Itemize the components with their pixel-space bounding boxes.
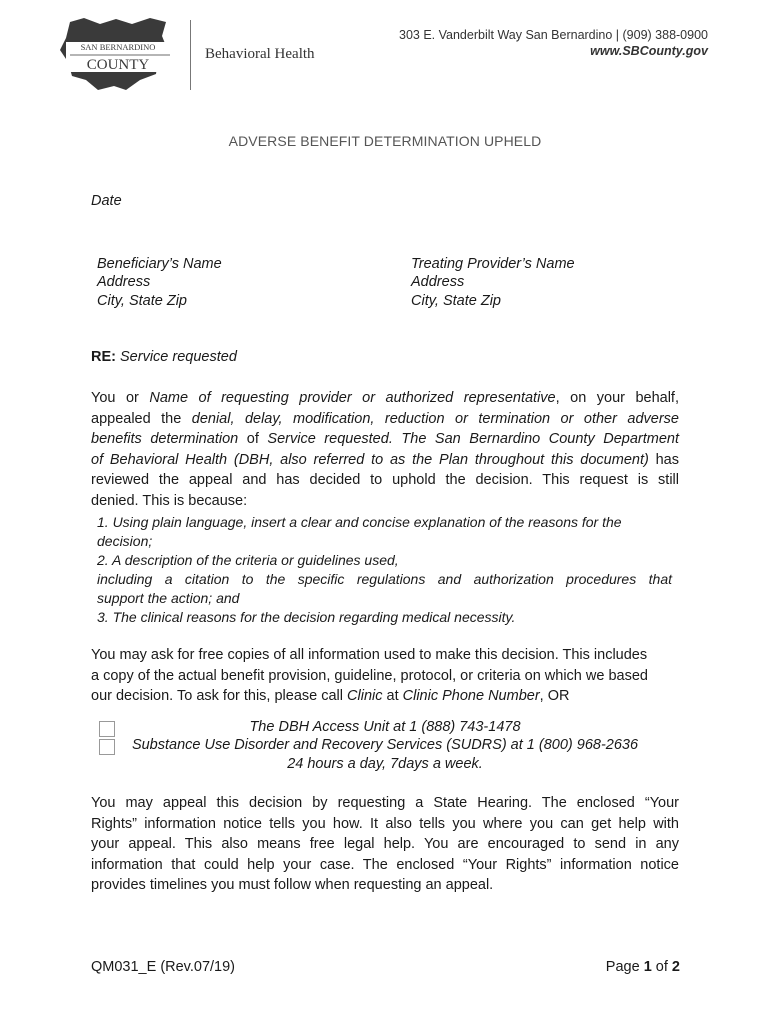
para1-line: denied. This is because: [91, 492, 248, 509]
document-title: ADVERSE BENEFIT DETERMINATION UPHELD [228, 133, 542, 149]
county-logo [54, 16, 180, 92]
re-line [91, 349, 237, 365]
department-name: Behavioral Health [205, 46, 315, 62]
contact-dbh-access: The DBH Access Unit at 1 (888) 743-1478 [249, 719, 521, 735]
paragraph-appeal-decision [91, 388, 679, 511]
date-field: Date [91, 193, 122, 209]
reason-item: including a citation to the specific regulations and authorization procedures that [97, 571, 672, 587]
re-label: RE: [91, 349, 116, 365]
re-value: Service requested [120, 349, 237, 365]
reason-item: 1. Using plain language, insert a clear and concise explanation of the reasons for the [97, 514, 622, 530]
reason-item: 3. The clinical reasons for the decision regarding medical necessity. [97, 609, 516, 625]
para3-line: Rights” information notice tells you how. It also tells you where you can get help with [91, 815, 679, 832]
logo-text-main: COUNTY [86, 57, 150, 73]
beneficiary-address-block [97, 255, 222, 310]
provider-name: Treating Provider’s Name [411, 256, 575, 272]
provider-city: City, State Zip [411, 292, 501, 309]
para2-line: a copy of the actual benefit provision, guideline, protocol, or criteria on which we based [91, 667, 648, 684]
para3-line: information that could help your case. The enclosed “Your Rights” information notice [91, 856, 679, 873]
header-divider [190, 20, 191, 90]
para2-line: our decision. To ask for this, please call Clinic at Clinic Phone Number, OR [91, 688, 570, 704]
logo-text-top: SAN BERNARDINO [80, 42, 156, 52]
para3-line: You may appeal this decision by requesting a State Hearing. The enclosed “Your [91, 795, 679, 811]
para3-line: provides timelines you must follow when requesting an appeal. [91, 877, 494, 893]
beneficiary-address: Address [97, 274, 151, 291]
reason-item: 2. A description of the criteria or guidelines used, [97, 552, 399, 568]
contact-sudrs: Substance Use Disorder and Recovery Services (SUDRS) at 1 (800) 968-2636 [131, 737, 639, 753]
paragraph-state-hearing [91, 793, 679, 896]
para1-line: of Behavioral Health (DBH, also referred to as the Plan throughout this document) has [91, 451, 679, 468]
paragraph-free-copies [91, 645, 681, 707]
para1-line: reviewed the appeal and has decided to uphold the decision. This request is still [91, 472, 679, 488]
beneficiary-city: City, State Zip [97, 292, 187, 309]
page-number: Page 1 of 2 [605, 959, 680, 975]
contact-hours: 24 hours a day, 7days a week. [287, 756, 483, 772]
reasons-list [97, 513, 672, 627]
header-website[interactable]: www.SBCounty.gov [590, 44, 708, 58]
provider-address-block [411, 255, 575, 310]
beneficiary-name: Beneficiary’s Name [97, 256, 222, 272]
para3-line: your appeal. This also means free legal help. You are encouraged to send in any [91, 836, 679, 852]
reason-item: support the action; and [97, 590, 240, 606]
form-id: QM031_E (Rev.07/19) [91, 959, 235, 975]
para1-line: appealed the denial, delay, modification, reduction or termination or other adverse [91, 410, 679, 427]
provider-address: Address [411, 274, 465, 291]
reason-item: decision; [97, 533, 153, 549]
para2-line: You may ask for free copies of all information used to make this decision. This includes [91, 647, 648, 663]
para1-line: benefits determination of Service requested. The San Bernardino County Department [91, 431, 680, 447]
para1-line: You or Name of requesting provider or authorized representative, on your behalf, [91, 390, 679, 406]
header-address: 303 E. Vanderbilt Way San Bernardino | (909) 388-0900 [399, 28, 708, 42]
